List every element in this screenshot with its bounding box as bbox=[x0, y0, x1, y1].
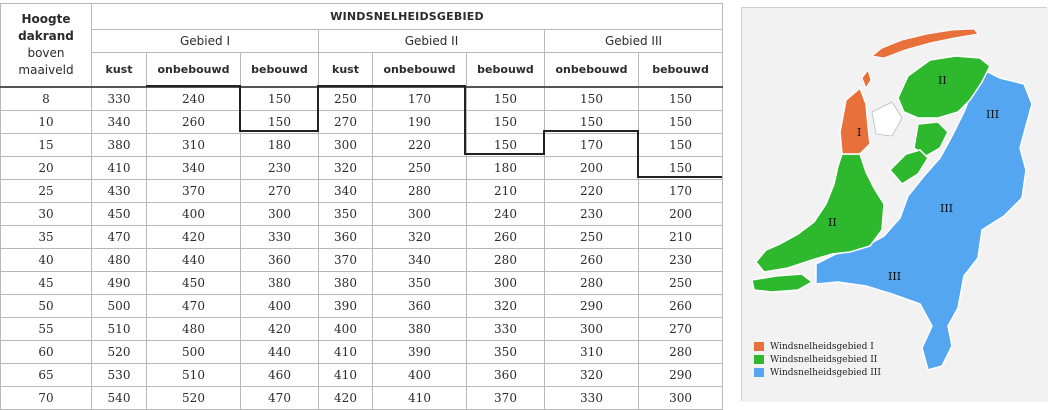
wind-pressure-cell: 480 bbox=[147, 318, 241, 341]
wind-pressure-cell: 380 bbox=[92, 134, 147, 157]
height-cell: 50 bbox=[1, 295, 92, 318]
wind-pressure-cell: 300 bbox=[319, 134, 373, 157]
wind-pressure-cell: 410 bbox=[373, 387, 467, 410]
wind-pressure-cell: 370 bbox=[319, 249, 373, 272]
height-cell: 65 bbox=[1, 364, 92, 387]
wind-pressure-cell: 460 bbox=[241, 364, 319, 387]
wind-pressure-cell: 150 bbox=[545, 111, 639, 134]
wind-pressure-cell: 220 bbox=[373, 134, 467, 157]
height-cell: 15 bbox=[1, 134, 92, 157]
wind-pressure-cell: 230 bbox=[241, 157, 319, 180]
wind-pressure-cell: 300 bbox=[467, 272, 545, 295]
table-title: WINDSNELHEIDSGEBIED bbox=[92, 4, 723, 30]
table-row bbox=[1, 134, 723, 157]
wind-pressure-cell: 320 bbox=[545, 364, 639, 387]
legend-label: Windsnelheidsgebied II bbox=[770, 354, 878, 365]
wind-pressure-cell: 280 bbox=[467, 249, 545, 272]
wind-pressure-cell: 340 bbox=[319, 180, 373, 203]
wind-pressure-cell: 280 bbox=[639, 341, 723, 364]
wind-pressure-cell: 210 bbox=[467, 180, 545, 203]
wind-pressure-cell: 260 bbox=[639, 295, 723, 318]
wind-pressure-cell: 310 bbox=[545, 341, 639, 364]
wind-pressure-cell: 410 bbox=[92, 157, 147, 180]
wind-pressure-cell: 260 bbox=[147, 111, 241, 134]
zone-label-III: III bbox=[940, 202, 954, 215]
wind-pressure-cell: 230 bbox=[545, 203, 639, 226]
legend-swatch bbox=[754, 342, 764, 351]
column-header: bebouwd bbox=[639, 53, 723, 88]
wind-pressure-cell: 380 bbox=[241, 272, 319, 295]
column-header: bebouwd bbox=[241, 53, 319, 88]
wind-pressure-cell: 240 bbox=[467, 203, 545, 226]
legend-label: Windsnelheidsgebied I bbox=[770, 341, 874, 352]
table-row bbox=[1, 203, 723, 226]
wind-pressure-cell: 200 bbox=[639, 203, 723, 226]
wind-pressure-cell: 290 bbox=[639, 364, 723, 387]
wind-pressure-cell: 180 bbox=[241, 134, 319, 157]
wind-zone-map bbox=[741, 7, 1047, 401]
wind-pressure-cell: 170 bbox=[639, 180, 723, 203]
wind-pressure-cell: 440 bbox=[241, 341, 319, 364]
height-column-header bbox=[1, 4, 92, 88]
wind-pressure-cell: 180 bbox=[467, 157, 545, 180]
wind-pressure-cell: 150 bbox=[241, 87, 319, 111]
wind-pressure-cell: 270 bbox=[639, 318, 723, 341]
table-body bbox=[1, 87, 723, 410]
wind-pressure-cell: 420 bbox=[241, 318, 319, 341]
wind-pressure-cell: 150 bbox=[467, 87, 545, 111]
zone-label-II: II bbox=[828, 216, 837, 229]
area-header: Gebied II bbox=[319, 30, 545, 53]
column-header: onbebouwd bbox=[147, 53, 241, 88]
height-cell: 30 bbox=[1, 203, 92, 226]
zone-label-III: III bbox=[986, 108, 1000, 121]
wind-pressure-cell: 490 bbox=[92, 272, 147, 295]
table-row bbox=[1, 249, 723, 272]
table-row bbox=[1, 87, 723, 111]
legend-swatch bbox=[754, 355, 764, 364]
wind-pressure-cell: 400 bbox=[241, 295, 319, 318]
wind-pressure-cell: 280 bbox=[373, 180, 467, 203]
wind-pressure-cell: 370 bbox=[147, 180, 241, 203]
wind-pressure-cell: 510 bbox=[92, 318, 147, 341]
wind-pressure-cell: 200 bbox=[545, 157, 639, 180]
height-cell: 35 bbox=[1, 226, 92, 249]
header-line: maaiveld bbox=[18, 63, 74, 77]
wind-pressure-cell: 530 bbox=[92, 364, 147, 387]
wind-pressure-cell: 470 bbox=[241, 387, 319, 410]
wind-pressure-cell: 340 bbox=[147, 157, 241, 180]
threshold-line bbox=[543, 130, 545, 155]
table-row bbox=[1, 364, 723, 387]
wind-pressure-cell: 300 bbox=[639, 387, 723, 410]
wind-pressure-cell: 290 bbox=[545, 295, 639, 318]
wind-pressure-cell: 360 bbox=[241, 249, 319, 272]
wind-pressure-cell: 410 bbox=[319, 364, 373, 387]
wind-pressure-cell: 400 bbox=[373, 364, 467, 387]
threshold-line bbox=[464, 153, 544, 155]
wind-pressure-cell: 250 bbox=[639, 272, 723, 295]
height-cell: 8 bbox=[1, 87, 92, 111]
threshold-line bbox=[637, 130, 639, 178]
wind-pressure-cell: 470 bbox=[92, 226, 147, 249]
wind-pressure-cell: 230 bbox=[639, 249, 723, 272]
zone-label-III: III bbox=[888, 270, 902, 283]
wind-pressure-cell: 300 bbox=[545, 318, 639, 341]
wind-pressure-cell: 330 bbox=[545, 387, 639, 410]
column-header: kust bbox=[92, 53, 147, 88]
wind-pressure-cell: 380 bbox=[319, 272, 373, 295]
wind-pressure-cell: 340 bbox=[373, 249, 467, 272]
wind-pressure-cell: 150 bbox=[467, 134, 545, 157]
wind-pressure-cell: 340 bbox=[92, 111, 147, 134]
column-header: onbebouwd bbox=[545, 53, 639, 88]
wind-pressure-cell: 150 bbox=[639, 134, 723, 157]
wind-pressure-cell: 420 bbox=[147, 226, 241, 249]
column-header: kust bbox=[319, 53, 373, 88]
wind-pressure-cell: 250 bbox=[373, 157, 467, 180]
column-header: onbebouwd bbox=[373, 53, 467, 88]
legend-item bbox=[754, 340, 881, 353]
legend-item bbox=[754, 353, 881, 366]
wind-pressure-cell: 250 bbox=[319, 87, 373, 111]
height-cell: 10 bbox=[1, 111, 92, 134]
height-cell: 20 bbox=[1, 157, 92, 180]
wind-pressure-cell: 410 bbox=[319, 341, 373, 364]
wind-pressure-cell: 320 bbox=[467, 295, 545, 318]
wind-pressure-cell: 190 bbox=[373, 111, 467, 134]
wind-pressure-cell: 260 bbox=[545, 249, 639, 272]
wind-pressure-cell: 150 bbox=[639, 111, 723, 134]
wind-pressure-cell: 430 bbox=[92, 180, 147, 203]
wind-pressure-cell: 400 bbox=[319, 318, 373, 341]
wind-speed-table-panel bbox=[0, 3, 722, 406]
wind-pressure-cell: 280 bbox=[545, 272, 639, 295]
wind-pressure-cell: 270 bbox=[319, 111, 373, 134]
height-cell: 60 bbox=[1, 341, 92, 364]
wind-pressure-cell: 470 bbox=[147, 295, 241, 318]
wind-pressure-cell: 500 bbox=[92, 295, 147, 318]
table-row bbox=[1, 180, 723, 203]
area-header: Gebied I bbox=[92, 30, 319, 53]
threshold-line bbox=[317, 85, 319, 132]
wind-pressure-cell: 510 bbox=[147, 364, 241, 387]
map-legend bbox=[754, 340, 881, 379]
table-row bbox=[1, 341, 723, 364]
wind-pressure-cell: 310 bbox=[147, 134, 241, 157]
wind-pressure-cell: 150 bbox=[545, 87, 639, 111]
wind-pressure-cell: 330 bbox=[241, 226, 319, 249]
wind-pressure-cell: 480 bbox=[92, 249, 147, 272]
wind-pressure-cell: 540 bbox=[92, 387, 147, 410]
height-cell: 70 bbox=[1, 387, 92, 410]
wind-pressure-cell: 170 bbox=[545, 134, 639, 157]
legend-swatch bbox=[754, 368, 764, 377]
legend-item bbox=[754, 366, 881, 379]
wind-pressure-cell: 500 bbox=[147, 341, 241, 364]
height-cell: 55 bbox=[1, 318, 92, 341]
wind-pressure-cell: 300 bbox=[373, 203, 467, 226]
wind-pressure-cell: 150 bbox=[467, 111, 545, 134]
wind-pressure-cell: 210 bbox=[639, 226, 723, 249]
threshold-line bbox=[464, 85, 466, 155]
threshold-line bbox=[239, 130, 318, 132]
table-row bbox=[1, 226, 723, 249]
legend-label: Windsnelheidsgebied III bbox=[770, 367, 881, 378]
zone-label-I: I bbox=[857, 126, 862, 139]
wind-pressure-cell: 320 bbox=[373, 226, 467, 249]
threshold-line bbox=[543, 130, 638, 132]
threshold-line bbox=[146, 85, 240, 87]
height-cell: 40 bbox=[1, 249, 92, 272]
wind-pressure-cell: 440 bbox=[147, 249, 241, 272]
wind-pressure-cell: 420 bbox=[319, 387, 373, 410]
zone-label-II: II bbox=[938, 74, 947, 87]
wind-pressure-cell: 520 bbox=[147, 387, 241, 410]
wind-pressure-cell: 380 bbox=[373, 318, 467, 341]
wind-speed-table bbox=[0, 3, 723, 410]
wind-pressure-cell: 240 bbox=[147, 87, 241, 111]
threshold-line bbox=[637, 176, 722, 178]
wind-pressure-cell: 390 bbox=[319, 295, 373, 318]
wind-pressure-cell: 350 bbox=[319, 203, 373, 226]
wind-pressure-cell: 450 bbox=[147, 272, 241, 295]
threshold-line bbox=[317, 85, 465, 87]
header-line: boven bbox=[27, 46, 65, 60]
area-header: Gebied III bbox=[545, 30, 723, 53]
wind-pressure-cell: 360 bbox=[319, 226, 373, 249]
wind-pressure-cell: 390 bbox=[373, 341, 467, 364]
wind-pressure-cell: 400 bbox=[147, 203, 241, 226]
wind-pressure-cell: 150 bbox=[639, 87, 723, 111]
header-line: Hoogte bbox=[21, 12, 71, 26]
wind-pressure-cell: 260 bbox=[467, 226, 545, 249]
wind-pressure-cell: 320 bbox=[319, 157, 373, 180]
table-row bbox=[1, 318, 723, 341]
height-cell: 25 bbox=[1, 180, 92, 203]
table-row bbox=[1, 295, 723, 318]
wind-pressure-cell: 350 bbox=[373, 272, 467, 295]
wind-pressure-cell: 330 bbox=[467, 318, 545, 341]
table-row bbox=[1, 157, 723, 180]
wind-pressure-cell: 170 bbox=[373, 87, 467, 111]
table-row bbox=[1, 272, 723, 295]
wind-pressure-cell: 450 bbox=[92, 203, 147, 226]
wind-pressure-cell: 330 bbox=[92, 87, 147, 111]
wind-pressure-cell: 270 bbox=[241, 180, 319, 203]
wind-pressure-cell: 150 bbox=[241, 111, 319, 134]
table-row bbox=[1, 387, 723, 410]
wind-pressure-cell: 350 bbox=[467, 341, 545, 364]
wind-pressure-cell: 150 bbox=[639, 157, 723, 180]
wind-pressure-cell: 370 bbox=[467, 387, 545, 410]
wind-pressure-cell: 520 bbox=[92, 341, 147, 364]
threshold-line bbox=[239, 85, 241, 132]
height-cell: 45 bbox=[1, 272, 92, 295]
wind-pressure-cell: 360 bbox=[467, 364, 545, 387]
wind-pressure-cell: 220 bbox=[545, 180, 639, 203]
header-line: dakrand bbox=[18, 29, 74, 43]
wind-pressure-cell: 250 bbox=[545, 226, 639, 249]
column-header: bebouwd bbox=[467, 53, 545, 88]
wind-pressure-cell: 300 bbox=[241, 203, 319, 226]
wind-pressure-cell: 360 bbox=[373, 295, 467, 318]
